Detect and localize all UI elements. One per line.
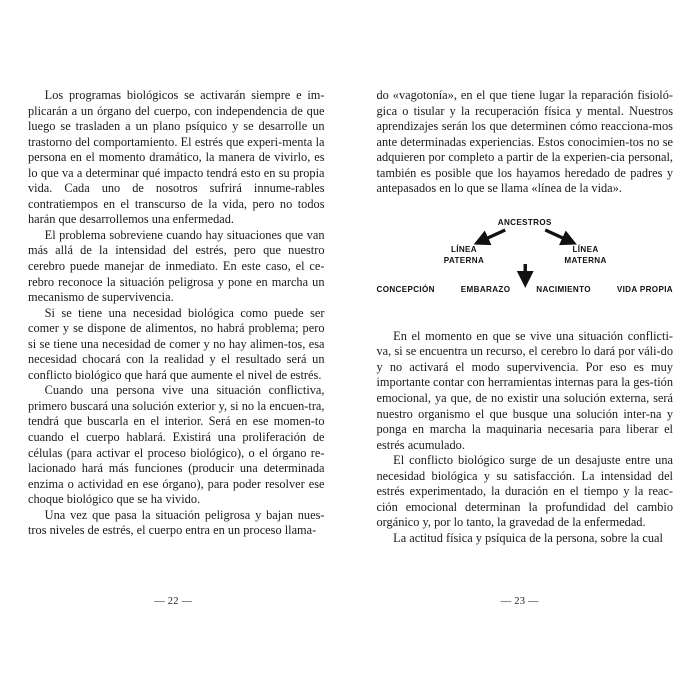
paragraph: Cuando una persona vive una situación conflictiva, primero buscará una solución exterior y, si no la encuen-tra, tendrá que buscarla en el interior. Será en ese momen-to cuando el cuerpo hablará. Existirá una proliferación de células (para activar el proceso biológico), o el órgano re-lacionado hará más funciones (producir una determinada enzima o actividad en ese órgano), para poder resolver ese choque biológico que se ha vivido.	[28, 383, 325, 507]
diagram-label-line2: MATERNA	[564, 255, 607, 265]
diagram-node-maternal-line	[564, 244, 606, 266]
diagram-label: ANCESTROS	[497, 217, 552, 227]
arrow-to-maternal-line	[545, 230, 569, 241]
diagram-label-line1: LÍNEA	[450, 244, 477, 254]
left-page-text-column	[28, 88, 325, 539]
paragraph: Una vez que pasa la situación peligrosa y bajan nues-tros niveles de estrés, el cuerpo entra en un proceso llama-	[28, 507, 325, 538]
diagram-arrows	[377, 217, 674, 309]
diagram-node-birth: NACIMIENTO	[536, 284, 591, 294]
diagram-label-line1: LÍNEA	[572, 244, 599, 254]
paragraph: El conflicto biológico surge de un desajuste entre una necesidad biológica y su satisfacción. La intensidad del estrés experimentado, la duración en el tiempo y la reac-ción emocional determinan la profundidad del cambio orgánico y, por lo tanto, la gravedad de la enfermedad.	[376, 453, 673, 530]
diagram-node-ancestors	[498, 217, 552, 228]
paragraph: do «vagotonía», en el que tiene lugar la reparación fisioló-gica o tisular y la recuperación física y mental. Nuestros aprendizajes serán los que determinen cómo reacciona-mos ante determinadas experiencias. Estos conocimien-tos no se adquieren por completo a partir de la experien-cia personal, también es posible que los hayamos heredado de padres y antepasados en lo que se llama «línea de la vida».	[376, 88, 673, 196]
right-page-text-column-top	[377, 88, 674, 197]
paragraph: En el momento en que se vive una situación conflicti-va, si se encuentra un recurso, el cerebro lo dará por váli-do y no activará el modo supervivencia. Por eso es muy importante contar con herramientas internas para la ges-tión emocional, ya que, de no existir una solución externa, será nuestro organismo el que busque una solución inter-na y ponga en marcha la maquinaria necesaria para liberar el estrés acumulado.	[376, 328, 673, 452]
diagram-node-own-life: VIDA PROPIA	[616, 284, 673, 294]
paragraph: La actitud física y psíquica de la persona, sobre la cual	[393, 530, 663, 545]
diagram-node-conception: CONCEPCIÓN	[376, 284, 435, 294]
paragraph: Si se tiene una necesidad biológica como puede ser comer y se dispone de alimentos, no habrá problema; pero si se tiene una necesidad de comer y no hay alimen-tos, esa necesidad chocará con la realidad y el resultado será un conflicto biológico que hará que aumente el nivel de estrés.	[28, 305, 325, 382]
diagram-node-paternal-line	[444, 244, 484, 266]
paragraph: Los programas biológicos se activarán siempre e im-plicarán a un órgano del cuerpo, con independencia de que luego se trasladen a un plano psíquico y se desarrolle un trastorno del comportamiento. El estrés que experi-menta la persona en el momento dramático, la manera de vivirlo, es lo que va a determinar qué impacto tendrá esto en su propia vida. Cada uno de nosotros sufrirá innume-rables contratiempos en el transcurso de la vida, pero no todos harán que desarrollemos una enfermedad.	[28, 88, 325, 227]
right-page	[347, 0, 693, 693]
diagram-node-pregnancy: EMBARAZO	[460, 284, 511, 294]
page-number-right: — 23 —	[500, 596, 539, 607]
page-number-left: — 22 —	[154, 596, 193, 607]
diagram-timeline-row	[377, 285, 674, 294]
right-page-text-column-bottom	[377, 329, 674, 547]
paragraph: El problema sobreviene cuando hay situaciones que van más allá de la intensidad del estrés, pero que nuestro cerebro puede manejar de inmediato. En este caso, el ce-rebro reconoce la situación peligrosa y pone en marcha un mecanismo de supervivencia.	[28, 227, 325, 305]
ancestry-lifeline-diagram	[377, 217, 674, 309]
arrow-to-paternal-line	[481, 230, 505, 241]
diagram-label-line2: PATERNA	[443, 255, 485, 265]
